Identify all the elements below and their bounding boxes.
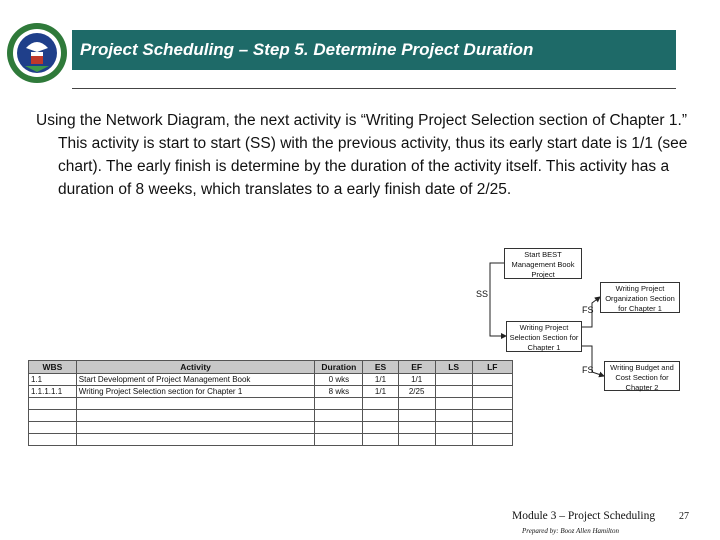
cell-wbs [29, 434, 77, 446]
cell-activity [76, 410, 315, 422]
cell-wbs [29, 422, 77, 434]
page-title: Project Scheduling – Step 5. Determine Project Duration [80, 40, 534, 59]
cell-activity [76, 398, 315, 410]
fs-label-organization: FS [582, 305, 594, 315]
table-row [29, 398, 513, 410]
node-organization-label: Writing Project Organization Section for Chapter 1 [605, 284, 675, 313]
col-header-activity: Activity [76, 361, 315, 374]
cell-ls [435, 434, 472, 446]
schedule-table [28, 360, 513, 446]
body-paragraph: Using the Network Diagram, the next activity is “Writing Project Selection section of Chapter 1.” This activity is start to start (SS) with the previous activity, thus its early start date is 1/1 (see chart). The early finish is determine by the duration of the activity itself. This activity has a duration of 8 weeks, which translates to a early finish date of 2/25. [36, 112, 688, 198]
cell-lf [472, 398, 512, 410]
cell-lf [472, 422, 512, 434]
cell-es [363, 410, 398, 422]
cell-es [363, 422, 398, 434]
footer-module-title: Module 3 – Project Scheduling [512, 510, 656, 522]
cell-activity [76, 422, 315, 434]
table-row [29, 374, 513, 386]
cell-activity: Writing Project Selection section for Chapter 1 [76, 386, 315, 398]
cell-wbs: 1.1 [29, 374, 77, 386]
cell-ls [435, 398, 472, 410]
cell-duration [315, 410, 363, 422]
cell-ls [435, 410, 472, 422]
col-header-ls: LS [435, 361, 472, 374]
page-number: 27 [679, 511, 689, 522]
col-header-ef: EF [398, 361, 435, 374]
cell-duration: 0 wks [315, 374, 363, 386]
ss-label: SS [476, 289, 489, 299]
col-header-lf: LF [472, 361, 512, 374]
cell-duration [315, 398, 363, 410]
cell-ef [398, 398, 435, 410]
cell-activity: Start Development of Project Management Book [76, 374, 315, 386]
table-row [29, 422, 513, 434]
table-row [29, 410, 513, 422]
node-organization-section [600, 282, 680, 313]
cell-lf [472, 410, 512, 422]
col-header-wbs: WBS [29, 361, 77, 374]
cell-duration: 8 wks [315, 386, 363, 398]
cell-ef: 2/25 [398, 386, 435, 398]
node-budget-label: Writing Budget and Cost Section for Chapter 2 [610, 363, 674, 392]
cell-wbs [29, 410, 77, 422]
table-row [29, 386, 513, 398]
node-selection-section [506, 321, 582, 352]
node-selection-label: Writing Project Selection Section for Chapter 1 [509, 323, 579, 352]
fs-label-budget: FS [582, 365, 594, 375]
cell-duration [315, 434, 363, 446]
cell-ef [398, 410, 435, 422]
cell-lf [472, 434, 512, 446]
cell-es: 1/1 [363, 386, 398, 398]
cell-ef: 1/1 [398, 374, 435, 386]
cell-es [363, 398, 398, 410]
node-start-project [504, 248, 582, 279]
cell-activity [76, 434, 315, 446]
cell-ls [435, 386, 472, 398]
cell-ef [398, 434, 435, 446]
cell-wbs [29, 398, 77, 410]
footer-prepared-by: Prepared by: Booz Allen Hamilton [522, 527, 619, 535]
col-header-es: ES [363, 361, 398, 374]
cell-wbs: 1.1.1.1.1 [29, 386, 77, 398]
cell-lf [472, 386, 512, 398]
table-row [29, 434, 513, 446]
cell-ef [398, 422, 435, 434]
cell-ls [435, 422, 472, 434]
cell-duration [315, 422, 363, 434]
cell-es [363, 434, 398, 446]
cell-lf [472, 374, 512, 386]
cell-ls [435, 374, 472, 386]
col-header-duration: Duration [315, 361, 363, 374]
cell-es: 1/1 [363, 374, 398, 386]
node-start-label: Start BEST Management Book Project [511, 250, 575, 279]
table-header-row [29, 361, 513, 374]
node-budget-section [604, 361, 680, 391]
